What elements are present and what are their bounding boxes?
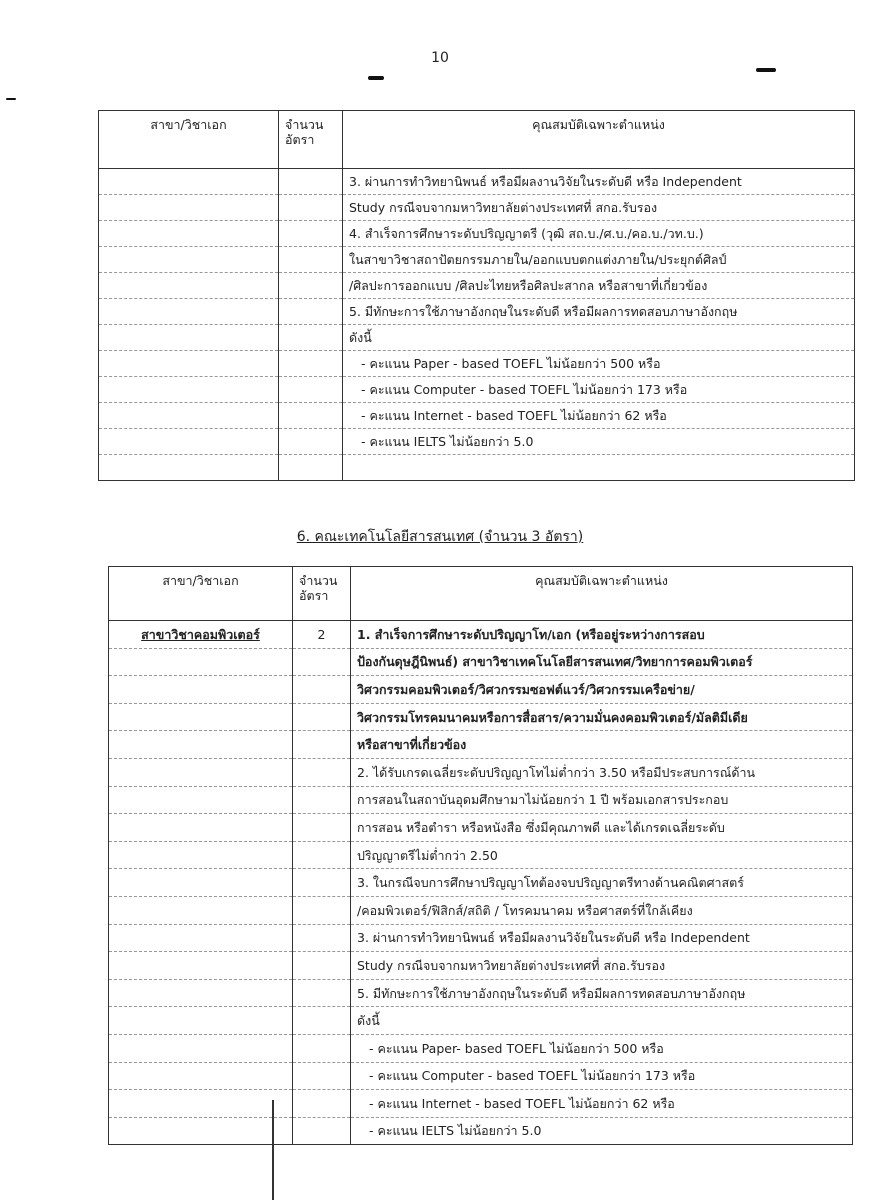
major-cell: สาขาวิชาคอมพิวเตอร์ [109,621,293,649]
major-cell [99,429,279,455]
major-cell [109,1090,293,1118]
table-row [109,814,853,842]
major-cell [109,841,293,869]
quantity-cell [293,841,351,869]
quantity-cell [279,299,343,325]
scan-mark [756,68,776,72]
quantity-cell [279,429,343,455]
quantity-cell [293,1090,351,1118]
header-quantity [293,567,351,621]
major-cell [99,299,279,325]
major-cell [109,896,293,924]
major-cell [109,1034,293,1062]
quantity-cell [293,814,351,842]
table-row [109,758,853,786]
quantity-cell [293,952,351,980]
header-major [109,567,293,621]
major-cell [109,731,293,759]
qualification-cell: - คะแนน Paper - based TOEFL ไม่น้อยกว่า 500 หรือ [343,351,855,377]
header-qualifications-label: คุณสมบัติเฉพาะตำแหน่ง [532,117,665,132]
major-cell [109,952,293,980]
qualification-cell: /คอมพิวเตอร์/ฟิสิกส์/สถิติ / โทรคมนาคม หรือศาสตร์ที่ใกล้เคียง [351,896,853,924]
table-row [99,351,855,377]
table-row [99,377,855,403]
table-row [109,924,853,952]
qualification-cell: Study กรณีจบจากมหาวิทยาลัยต่างประเทศที่ สกอ.รับรอง [351,952,853,980]
table-row [109,676,853,704]
header-qualifications [351,567,853,621]
major-cell [109,786,293,814]
qualification-cell: 3. ผ่านการทำวิทยานิพนธ์ หรือมีผลงานวิจัยในระดับดี หรือ Independent [343,169,855,195]
major-cell [99,169,279,195]
major-cell [109,1117,293,1145]
table-row [109,896,853,924]
header-major-label: สาขา/วิชาเอก [150,117,227,132]
table-row [109,1117,853,1145]
table-row [109,979,853,1007]
quantity-cell [279,403,343,429]
major-cell [99,273,279,299]
qualification-cell: - คะแนน Computer - based TOEFL ไม่น้อยกว่า 173 หรือ [351,1062,853,1090]
major-cell [99,325,279,351]
major-cell [99,195,279,221]
table-row [109,1090,853,1118]
quantity-cell [293,648,351,676]
qualification-cell: - คะแนน Computer - based TOEFL ไม่น้อยกว่า 173 หรือ [343,377,855,403]
qualification-cell: - คะแนน IELTS ไม่น้อยกว่า 5.0 [343,429,855,455]
table-row [99,221,855,247]
quantity-cell [293,786,351,814]
table-row [99,195,855,221]
table-row [109,1062,853,1090]
table-row [109,648,853,676]
quantity-cell [293,676,351,704]
quantity-cell [279,221,343,247]
quantity-cell [279,455,343,481]
quantity-cell [293,1117,351,1145]
section-title: 6. คณะเทคโนโลยีสารสนเทศ (จำนวน 3 อัตรา) [296,529,584,545]
qualification-cell: การสอนในสถาบันอุดมศึกษามาไม่น้อยกว่า 1 ปี พร้อมเอกสารประกอบ [351,786,853,814]
qualification-cell: ป้องกันดุษฎีนิพนธ์) สาขาวิชาเทคโนโลยีสารสนเทศ/วิทยาการคอมพิวเตอร์ [351,648,853,676]
major-cell [109,703,293,731]
quantity-cell [293,924,351,952]
quantity-cell [293,758,351,786]
quantity-cell [293,731,351,759]
qualification-cell: ดังนี้ [351,1007,853,1035]
major-cell [99,247,279,273]
table-row [99,247,855,273]
major-cell [109,814,293,842]
header-major-label: สาขา/วิชาเอก [162,573,239,588]
table-row [109,1034,853,1062]
qualification-table-1 [98,110,855,481]
major-cell [99,351,279,377]
table-row [109,786,853,814]
table-row [99,403,855,429]
table-row [99,169,855,195]
table-row [109,621,853,649]
qualification-cell: ปริญญาตรีไม่ต่ำกว่า 2.50 [351,841,853,869]
table-row [99,299,855,325]
scan-mark [368,76,384,80]
table-row [99,273,855,299]
quantity-cell [279,325,343,351]
qualification-cell: หรือสาขาที่เกี่ยวข้อง [351,731,853,759]
quantity-cell [293,1007,351,1035]
qualification-cell: Study กรณีจบจากมหาวิทยาลัยต่างประเทศที่ สกอ.รับรอง [343,195,855,221]
table-row [109,1007,853,1035]
major-cell [109,924,293,952]
header-quantity-label: จำนวน อัตรา [285,117,324,147]
major-cell [99,221,279,247]
qualification-cell: 4. สำเร็จการศึกษาระดับปริญญาตรี (วุฒิ สถ.บ./ศ.บ./คอ.บ./วท.บ.) [343,221,855,247]
major-cell [109,758,293,786]
qualification-cell: 3. ผ่านการทำวิทยานิพนธ์ หรือมีผลงานวิจัยในระดับดี หรือ Independent [351,924,853,952]
major-cell [109,1062,293,1090]
qualification-cell: วิศวกรรมคอมพิวเตอร์/วิศวกรรมซอฟต์แวร์/วิศวกรรมเครือข่าย/ [351,676,853,704]
quantity-cell [293,979,351,1007]
major-cell [109,979,293,1007]
header-qualifications [343,111,855,169]
qualification-cell: 1. สำเร็จการศึกษาระดับปริญญาโท/เอก (หรืออยู่ระหว่างการสอบ [351,621,853,649]
table-row [109,841,853,869]
major-cell [109,1007,293,1035]
qualification-cell: ดังนี้ [343,325,855,351]
quantity-cell [293,703,351,731]
table-row [109,952,853,980]
table-row [99,325,855,351]
quantity-cell [293,1034,351,1062]
table-row [109,869,853,897]
table-row [109,703,853,731]
major-cell [99,377,279,403]
qualification-cell: 5. มีทักษะการใช้ภาษาอังกฤษในระดับดี หรือมีผลการทดสอบภาษาอังกฤษ [343,299,855,325]
qualification-cell [343,455,855,481]
major-cell [99,403,279,429]
quantity-cell [279,273,343,299]
quantity-cell [279,351,343,377]
scan-line [272,1100,274,1200]
major-cell [109,869,293,897]
qualification-cell: การสอน หรือตำรา หรือหนังสือ ซึ่งมีคุณภาพดี และได้เกรดเฉลี่ยระดับ [351,814,853,842]
table-row [99,429,855,455]
quantity-cell [293,896,351,924]
qualification-cell: /ศิลปะการออกแบบ /ศิลปะไทยหรือศิลปะสากล หรือสาขาที่เกี่ยวข้อง [343,273,855,299]
scan-mark [6,98,16,100]
qualification-cell: 5. มีทักษะการใช้ภาษาอังกฤษในระดับดี หรือมีผลการทดสอบภาษาอังกฤษ [351,979,853,1007]
quantity-cell [279,169,343,195]
table-row [109,731,853,759]
qualification-cell: 2. ได้รับเกรดเฉลี่ยระดับปริญญาโทไม่ต่ำกว่า 3.50 หรือมีประสบการณ์ด้าน [351,758,853,786]
major-cell [109,676,293,704]
quantity-cell [279,377,343,403]
page-number: 10 [431,50,449,66]
qualification-cell: - คะแนน IELTS ไม่น้อยกว่า 5.0 [351,1117,853,1145]
header-quantity [279,111,343,169]
qualification-cell: - คะแนน Internet - based TOEFL ไม่น้อยกว่า 62 หรือ [351,1090,853,1118]
quantity-cell [279,247,343,273]
qualification-cell: 3. ในกรณีจบการศึกษาปริญญาโทต้องจบปริญญาตรีทางด้านคณิตศาสตร์ [351,869,853,897]
header-qualifications-label: คุณสมบัติเฉพาะตำแหน่ง [535,573,668,588]
header-quantity-label: จำนวน อัตรา [299,573,338,603]
qualification-cell: - คะแนน Internet - based TOEFL ไม่น้อยกว่า 62 หรือ [343,403,855,429]
qualification-cell: วิศวกรรมโทรคมนาคมหรือการสื่อสาร/ความมั่นคงคอมพิวเตอร์/มัลติมีเดีย [351,703,853,731]
qualification-cell: - คะแนน Paper- based TOEFL ไม่น้อยกว่า 500 หรือ [351,1034,853,1062]
table-row [99,455,855,481]
quantity-cell [279,195,343,221]
major-cell [99,455,279,481]
quantity-cell [293,869,351,897]
qualification-table-2 [108,566,853,1145]
quantity-cell [293,1062,351,1090]
header-major [99,111,279,169]
major-cell [109,648,293,676]
qualification-cell: ในสาขาวิชาสถาปัตยกรรมภายใน/ออกแบบตกแต่งภายใน/ประยุกต์ศิลป์ [343,247,855,273]
quantity-cell: 2 [293,621,351,649]
